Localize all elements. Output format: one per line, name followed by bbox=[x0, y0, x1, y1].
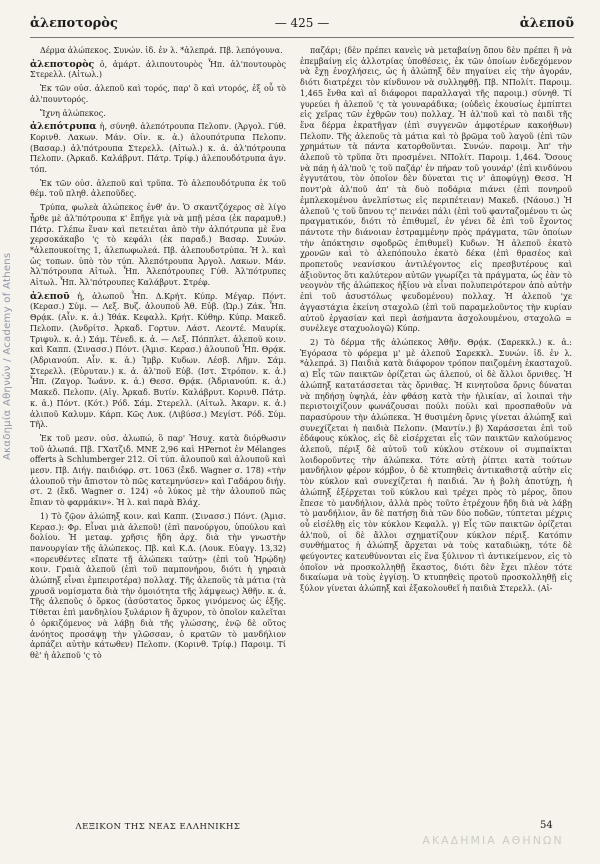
signature-number: 54 bbox=[540, 820, 553, 831]
header-left-word: ἀλεποτορὸς bbox=[30, 16, 118, 31]
dictionary-entry bbox=[30, 60, 286, 81]
entry-headword: ἀλεποῦ bbox=[30, 290, 70, 302]
dictionary-entry bbox=[30, 122, 286, 176]
entry-headword: ἀλεποτορὸς bbox=[30, 58, 95, 70]
entry-paragraph: 2) Τὸ δέρμα τῆς ἀλώπεκος Ἀθῆν. Θρᾴκ. (Σαρεκκλ.) κ. ἀ.: Ἐγόρασα τὸ φόρεμα μ' μὲ ἀλεποῦ Σαρεκκλ. Συνών. ἰδ. ἐν λ. *ἀλεπρά. 3) Παιδιὰ κατὰ διάφορον τρόπον παιζομένη ἑκασταχοῦ. α) Εἷς τῶν παικτῶν ὀρίζεται ὡς ἀλεπού, οἱ δὲ ἄλλοι ὄρνιθες. Ἡ ἀλώπηξ κατατάσσεται τὰς ὄρνιθας. Ἡ κινητοῦσα ὄρνις δύναται νὰ πηδήσῃ ὑψηλά, ἐὰν φθάσῃ κατὰ τὴν ἡλικίαν, αἱ λοιπαὶ τὴν περιστοιχίζουν φωνάζουσαι πούλι πούλι καὶ προσπαθοῦν νὰ παρασύρουν τὴν ἀλώπεκα. Ἡ θυσιμένη ὄρνις γίνεται ἀλώπηξ καὶ συνεχίζεται ἡ παιδιὰ Πελοπν. (Μαντίν.) β) Χαράσσεται ἐπὶ τοῦ ἐδάφους κύκλος, εἰς δὲ εἰσέρχεται εἷς τῶν παικτῶν καλούμενος ἀλεποῦ, πέριξ δὲ αὐτοῦ τοῦ κύκλου στέκουν οἱ συμπαίκται λοιδοροῦντες τὴν ἀλώπεκα. Τότε αὐτὴ ῥίπτει κατὰ τούτων μανδήλιον φέρον κόμβον, ὁ δὲ κτυπηθεὶς ἀντικαθιστᾷ αὐτὴν εἰς τὸν κύκλον καὶ συνεχίζεται ἡ παιδιά. Ἂν ἡ βολὴ ἀποτύχῃ, ἡ ἀλώπηξ ἐξέρχεται τοῦ κύκλου καὶ τρέχει πρὸς τὸ μέρος, ὅπου ἔπεσε τὸ μανδήλιον, ἀλλὰ πρὸς τοῦτο ἐτρέχουν ἤδη διὰ νὰ λάβῃ τὸ μανδήλιον, ἂν δὲ πατήσῃ διὰ τῶν δύο ποδῶν, τύπτεται μέχρις οὗ εἰσέλθῃ εἰς τὸν κύκλον Κεφαλλ. γ) Εἷς τῶν παικτῶν ὁρίζεται ἀλ'ποῦ, οἱ δὲ ἄλλοι σχηματίζουν κύκλον πέριξ. Κατόπιν συνθήματος ἡ ἀλώπηξ ἄρχεται νὰ τοὺς καταδιώκῃ, τότε δὲ φεύγοντες κατευθύνονται εἰς ἕνα ξύλινον τὶ ἀντικείμενον, εἰς τὸ ὁποῖον νὰ προσκολληθῇ ἕκαστος, διότι δὲν ἔχει πλέον τότε δικαίωμα νὰ τοὺς ἐγγίσῃ. Ὁ κτυπηθεὶς προτοῦ προσκολληθῇ εἰς ξύλον γίνεται ἀλώπηξ καὶ ἐξακολουθεῖ ἡ παιδιὰ Στερελλ. (Αἰ- bbox=[300, 337, 572, 594]
academy-stamp: ΑΚΑΔΗΜΙΑ ΑΘΗΝΩΝ bbox=[422, 834, 564, 847]
page-header bbox=[30, 16, 574, 36]
left-column bbox=[30, 46, 286, 665]
header-right-word: ἀλεποῦ bbox=[519, 16, 574, 31]
entry-definition: ὁ, ἀμάρτ. ἀλιπουτουρὸς Ἦπ. ἀλ'πουτουρὸς Στερελλ. (Αἰτωλ.) bbox=[30, 59, 286, 80]
entry-paragraph: Τρύπα, φωλεὰ ἀλώπεκος ἐνθ' ἀν. Ὁ σκαντζόχερος σὲ λίγο ἦρθε μὲ ἀλ'πότρουπα κ' ἔπῆγε γιὰ νὰ μπῇ μέσα (ἐκ παραμυθ.) Πάτρ. Γλέπω ἕναν καὶ πετειέται ἀπὸ τὴν ἀλπότρυπα μὲ ἕνα χερσοκάκαβο 'ς τὸ κεφάλι (ἐκ παραδ.) Βασαρ. Συνών. *ἀλεπουκοίτης 1, ἀλεπωφωλεά. Πβ. ἀλεπουδοτρύπα. Ἡ λ. καὶ ὡς τοπων. ὑπὸ τὸν τύπ. Ἀλεπότρουπα Ἀργολ. Λακων. Μάν. Ἀλ'πότρουπα Αἰτωλ. Ἦπ. Ἀλεπότρουπες Γύθ. Ἀλ'πότρυπες Αἰτωλ. Ἦπ. Ἀλ'πότρουπες Καλάβρυτ. Στρέφ. bbox=[30, 203, 286, 288]
entry-paragraph: Δέρμα ἀλώπεκος. Συνών. ἰδ. ἐν λ. *ἀλεπρά. Πβ. λεπόγουνα. bbox=[40, 46, 283, 55]
entry-headword: ἀλεπότρυπα bbox=[30, 121, 97, 133]
entry-paragraph: Ἐκ τῶν οὐσ. ἀλεποῦ καὶ τορός, παρ' ὃ καὶ ντορός, ἐξ οὗ τὸ ἀλ'πουντορός. bbox=[30, 84, 286, 104]
header-rule bbox=[30, 37, 574, 38]
dictionary-entry bbox=[30, 292, 286, 431]
entry-definition: ἡ, ἀλωποῦ Ἦπ. Δ.Κρήτ. Κύπρ. Μέγαρ. Πόντ. (Κερασ.) Σύμ. — Λεξ. Βυζ. ἀλουποῦ Ἀθ. Εὐβ. (Ὠρ.) Ζάκ. Ἦπ. Θρᾴκ. (Αἶν. κ. ἀ.) Ἰθάκ. Κεφαλλ. Κρήτ. Κύθηρ. Κύπρ. Μακεδ. Πελοπν. (Ἀνδρίτσ. Ἀρκαδ. Γορτυν. Λάστ. Λεοντέ. Μαυρίκ. Τριφυλ. κ. ἀ.) Σάμ. Τένεδ. κ. ἀ. — Λεξ. Πόππλετ. ἀλεποῦ κοιν. καὶ Καππ. (Σινασσ.) Πόντ. (Ἀμισ. Κερασ.) ἀλουποῦ Ἦπ. Θρᾴκ. (Ἀδριανούπ. Αἶν. κ. ἀ.) Ἰμβρ. Κυδων. Λέσβ. Λῆμν. Σάμ. Στερελλ. (Εὐρυταν.) κ. ἀ. ἀλ'ποῦ Εὐβ. (Ιστ. Στρόπον. κ. ἀ.) Ἦπ. (Ζαγορ. Ἰωάνν. κ. ἀ.) Θεσσ. Θρᾴκ. (Ἀδριανούπ. κ. ἀ.) Μακεδ. Πελοπν. (Αἰγ. Ἀρκαδ. Βυτίν. Καλάβρυτ. Κορινθ. Πάτρ. κ. ἀ.) Πόντ. (Κότ.) Ρόδ. Σάμ. Στερελλ. (Αἰτωλ. Ἀκαρν. κ. ἀ.) ἀλιποῦ Καλυμν. Κάρπ. Κῶς Λυκ. (Λιβύσσ.) Μεγίστ. Ρόδ. Σύμ. Τῆλ. bbox=[30, 291, 286, 430]
entry-paragraph: παζάρι; (δὲν πρέπει κανεὶς νὰ μεταβαίνῃ ὅπου δὲν πρέπει ἢ νὰ ἐπεμβαίνῃ εἰς ἀλλοτρίας ὑποθέσεις, ἐκ τῶν ὁποίων ἐνδεχόμενον νὰ ἔχῃ ἐνοχλήσεις, ὡς ἡ ἀλώπηξ δὲν πηγαίνει εἰς τὴν ἀγοράν, διότι διατρέχει τὸν κίνδυνον νὰ συλληφθῇ. Πβ. ΝΠολίτ. Παροιμ. 1,465 ἔνθα καὶ αἱ διάφοροι παραλλαγαὶ τῆς παροιμ.) σύνηθ. Τί γυρεύει ἡ ἀλεποῦ 'ς τὰ γουναράδικα; (οὐδεὶς ἑκουσίως ἐμπίπτει εἰς χεῖρας τῶν ἐχθρῶν του) πολλαχ. Ἡ ἀλ'ποῦ καὶ τὸ παιδὶ τῆς ἕνα δέρμα ἐκρατῆγαν (ἐπὶ συγγενῶν ἀμφοτέρων κακοήθων) Πελοπν. Τῆς ἀλεποῦς τὰ μάτια καὶ τὸ βρῶμα τοῦ λαγοῦ (ἐπὶ τῶν χρημάτων τὰ πάντα κατορθοῦνται. Συνών. παροιμ. Ἀπ' τὴν ἀλεποῦ τὸ τρῦπα ὅτι προσμένει. ΝΠολίτ. Παροιμ. 1,464. Ὅσους νὰ πάῃ ἡ ἀλ'ποῦ 'ς τοῦ παζάρ' ἐν πήραν τοῦ γουνάρ' (ἐπὶ κινδύνου ἐγγυτάτου, τὸν ὁποῖον δὲν δύναται τις ν' ἀποφύγῃ) Θεσσ. Ἡ ποντ'ρὰ ἀλ'ποῦ ἀπ' τὰ δυὸ ποδάρια πιάνει (ἐπὶ πονηροῦ ἐμπλεκομένου ἀνελπίστως εἰς περιπέτειαν) Μακεδ. (Νάουσ.) Ἡ ἀλεποῦ 'ς τοῦ ὕπνου τς' πεινάει πάλι (ἐπὶ τοῦ φανταζομένου τι ὡς πραγματικόν, διότι τὸ ἐπιθυμεῖ, ἐν γένει δὲ ἐπὶ τοῦ ἔχοντος πάντοτε τὴν διάνοιαν ἐστραμμένην πρὸς πράγματα, τῶν ὁποίων τὴν ἀπόκτησιν σφοδρῶς ἐπιθυμεῖ) Κυδων. Ἡ ἀλεποῦ ἐκατὸ χρονῶν καὶ τὸ ἀλεπόπουλο ἑκατὸ δέκα (ἐπὶ θρασέος καὶ προπετοῦς νεανίσκου ἀντιλέγοντος εἰς πρεσβυτέρους καὶ ἀξιοῦντος ὅτι καλύτερον αὐτῶν γνωρίζει τὰ πράγματα, ὡς ἐὰν τὸ νεογνὸν τῆς ἀλώπεκος ἠξίου νὰ εἶναι πολυπειρότερον ἀπὸ αὐτὴν ἐπὶ τοῦ ἀσυστόλως ψευδομένου) πολλαχ. Ἡ ἀλεποῦ 'χε ἀγγαστάχια ἐκείνη σταχολῶ (ἐπὶ τοῦ παραμελοῦντος τὴν κυρίαν αὐτοῦ ἐργασίαν καὶ περὶ ἀσήμαντα ἀσχολουμένου, σταχολῶ = συνέλεγε σταχυολογῶ) Κύπρ. bbox=[300, 46, 572, 334]
entry-definition: ἡ, σύνηθ. ἀλεπότρουπα Πελοπν. (Ἀργολ. Γύθ. Κορινθ. Λακων. Μάν. Οἰν. κ. ἀ.) ἀλουπότρυπα Πελοπν. (Βασαρ.) ἀλ'πότρουπα Στερελλ. (Αἰτωλ.) κ. ἀ. ἀλ'πότρουπα Πελοπν. (Ἀρκαδ. Καλάβρυτ. Πάτρ. Τρίφ.) ἀλεπουδότρυπα ἀγν. τόπ. bbox=[30, 122, 286, 175]
entry-paragraph: 1) Τὸ ζῷον ἀλώπηξ κοιν. καὶ Καππ. (Σινασσ.) Πόντ. (Ἀμισ. Κερασ.): Φρ. Εἶναι μιὰ ἀλεποῦ! (ἐπὶ πανούργου, ὑπούλου καὶ δολίου. Ἡ μεταφ. χρῆσις ἤδη ἀρχ. διὰ τὴν γνωστὴν πανουργίαν τῆς ἀλώπεκος. Πβ. καὶ Κ.Δ. (Λουκ. Εὐαγγ. 13,32) «πορευθέντες εἴπατε τῇ ἀλώπεκι ταύτῃ» (ἐπὶ τοῦ Ἡρῴδη) κοιν. Γραιὰ ἀλεποῦ (ἐπὶ τοῦ παμπονήρου, διότι ἡ γηραιὰ ἀλώπηξ εἶναι ἐμπειροτέρα) πολλαχ. Τῆς ἀλεποῦς τὰ μάτια (τὰ χρυσᾶ νομίσματα διὰ τὴν ὁμοιότητα τῆς λάμψεως) Ἀθῆν. κ. ἀ. Τῆς ἀλεποῦς ὁ ὅρκος (ἀσύστατος ὅρκος γινόμενος ὡς ἑξῆς. Τίθεται ἐπὶ μανδηλίου ξυλάριον ἢ ἄχυρον, τὸ ὁποῖον καλεῖται ὁ ὁρκιζόμενος νὰ λάβῃ διὰ τῆς γλώσσης, ἐνῷ δὲ οὕτος ἀνόητος προσάψῃ τὴν γλῶσσαν, ὁ κρατῶν τὸ μανδήλιον ἁρπάζει αὐτὴν κάτωθεν) Πελοπν. (Κορινθ. Τρίφ.) Παροιμ. Τί θὲ' ἡ ἀλεποῦ 'ς τὸ bbox=[30, 511, 286, 660]
entry-paragraph: Ἐκ τοῦ μεσν. οὐσ. ἀλωπώ, ὃ παρ' Ἡσυχ. κατὰ διόρθωσιν τοῦ ἀλωπά. Πβ. ΓΧατζιδ. ΜΝΕ 2,96 καὶ ΗPernot ἐν Mélanges offerts à Schlumberger 212. Οἱ τύπ. ἀλουποῦ καὶ ἀλουποῦ καὶ μεσν. Πβ. Διήγ. παιδιόφρ. στ. 1063 (ἔκδ. Wagner σ. 178) «τὴν ἀλουποῦ τὴν ἄπιστον τὸ πῶς κατεμηνύσεν» καὶ Γαδάρου διήγ. στ. 2 (ἔκδ. Wagner σ. 124) «ὁ λύκος μὲ τὴν ἀλουποῦ πῶς ἔπιαν τὸ φαρμάκιν». Ἡ λ. καὶ παρὰ Βλάχ. bbox=[30, 433, 286, 508]
footer-label: ΛΕΞΙΚΟΝ ΤΗΣ ΝΕΑΣ ΕΛΛΗΝΙΚΗΣ bbox=[75, 822, 241, 832]
right-column bbox=[300, 46, 572, 598]
entry-paragraph: Ἴχνη ἀλώπεκος. bbox=[40, 108, 106, 118]
page-number: — 425 — bbox=[274, 16, 330, 30]
side-watermark: Ακαδημία Αθηνών / Academy of Athens bbox=[2, 252, 13, 460]
entry-paragraph: Ἐκ τῶν οὐσ. ἀλεποῦ καὶ τρῦπα. Τὸ ἀλεπουδότρυπα ἐκ τοῦ θέμ. τοῦ πληθ. ἀλεποῦδες. bbox=[30, 178, 286, 199]
